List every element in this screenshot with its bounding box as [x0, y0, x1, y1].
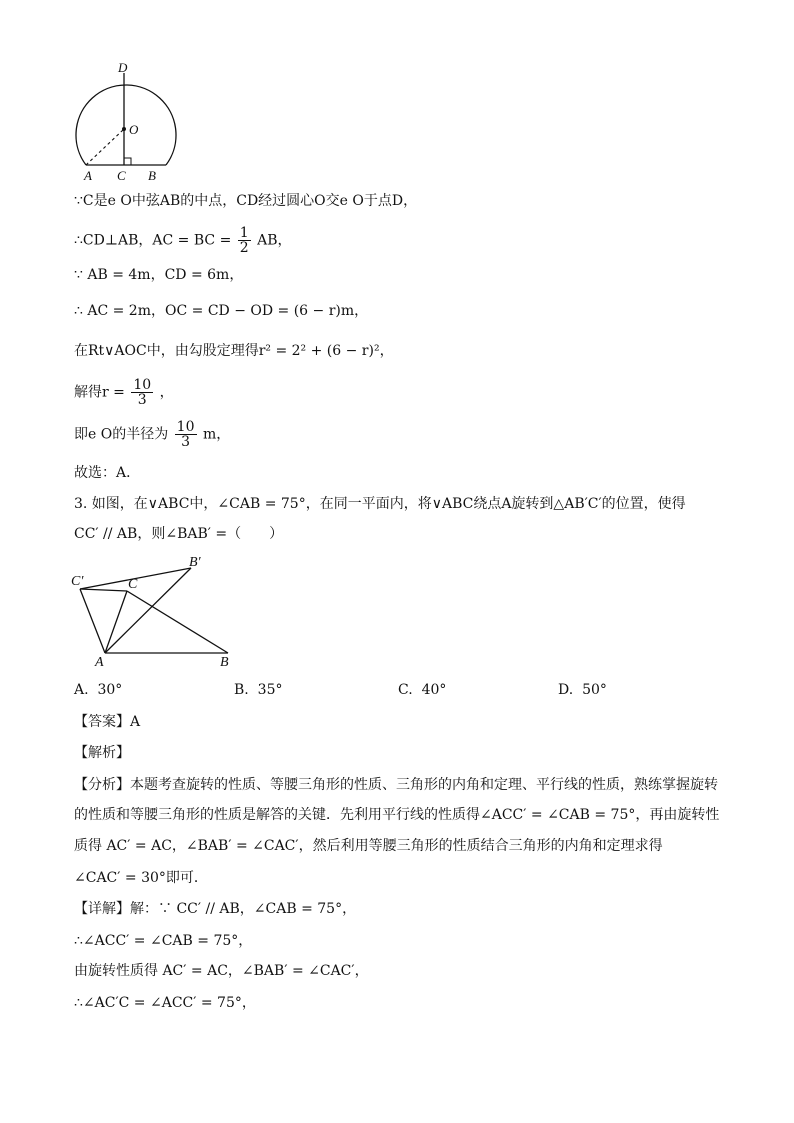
- answer-line: 【答案】A: [74, 714, 141, 730]
- label-C2: C: [128, 577, 138, 592]
- detail-line-4: ∴∠AC′C = ∠ACC′ = 75°，: [74, 995, 256, 1011]
- solution-line-1: ∵C是e O中弦AB的中点，CD经过圆心O交e O于点D，: [74, 193, 418, 209]
- solution-line-3: ∵ AB = 4m，CD = 6m，: [74, 267, 244, 283]
- detail-line-3: 由旋转性质得 AC′ = AC，∠BAB′ = ∠CAC′，: [74, 963, 369, 979]
- analysis-line-4: ∠CAC′ = 30°即可．: [74, 870, 208, 886]
- question-3-line-2: CC′ // AB，则∠BAB′ =（ ）: [74, 526, 284, 542]
- label-B2: B: [220, 655, 229, 670]
- solution-line-4: ∴ AC = 2m，OC = CD − OD = (6 − r)m，: [74, 303, 369, 319]
- analysis-line-1: 【分析】本题考查旋转的性质、等腰三角形的性质、三角形的内角和定理、平行线的性质，熟练掌握旋转: [74, 777, 718, 793]
- label-D: D: [118, 60, 128, 75]
- analysis-line-3: 质得 AC′ = AC，∠BAB′ = ∠CAC′，然后利用等腰三角形的性质结合三角形的内角和定理求得: [74, 838, 663, 854]
- label-B: B: [148, 168, 156, 183]
- solution-line-7: 即e O的半径为 $\frac{10}{3}$ m，: [74, 419, 231, 450]
- option-d: D. 50°: [558, 682, 607, 698]
- question-3-line-1: 3. 如图，在∨ABC中，∠CAB = 75°，在同一平面内，将∨ABC绕点A旋转到△AB′C′的位置，使得: [74, 496, 686, 512]
- label-Cp: C′: [71, 574, 84, 589]
- solution-line-8: 故选：A．: [74, 465, 141, 481]
- label-O: O: [129, 122, 139, 137]
- option-a: A. 30°: [74, 682, 123, 698]
- detail-line-2: ∴∠ACC′ = ∠CAB = 75°，: [74, 933, 253, 949]
- solution-line-5: 在Rt∨AOC中，由勾股定理得r² = 2² + (6 − r)²，: [74, 343, 394, 359]
- option-b: B. 35°: [234, 682, 283, 698]
- solution-line-6: 解得r = $\frac{10}{3}$ ，: [74, 377, 174, 408]
- label-C: C: [117, 168, 126, 183]
- option-c: C. 40°: [398, 682, 447, 698]
- analysis-heading: 【解析】: [74, 745, 130, 761]
- solution-line-2: ∴CD⊥AB，AC = BC = $\frac{1}{2}$ AB，: [74, 225, 292, 256]
- label-A: A: [84, 168, 92, 183]
- label-Bp: B′: [189, 555, 201, 570]
- detail-line-1: 【详解】解：∵ CC′ // AB，∠CAB = 75°，: [74, 901, 357, 917]
- label-A2: A: [95, 655, 104, 670]
- triangle-figure: [68, 552, 248, 672]
- analysis-line-2: 的性质和等腰三角形的性质是解答的关键．先利用平行线的性质得∠ACC′ = ∠CAB = 75°，再由旋转性: [74, 807, 720, 823]
- circle-figure: [62, 58, 202, 188]
